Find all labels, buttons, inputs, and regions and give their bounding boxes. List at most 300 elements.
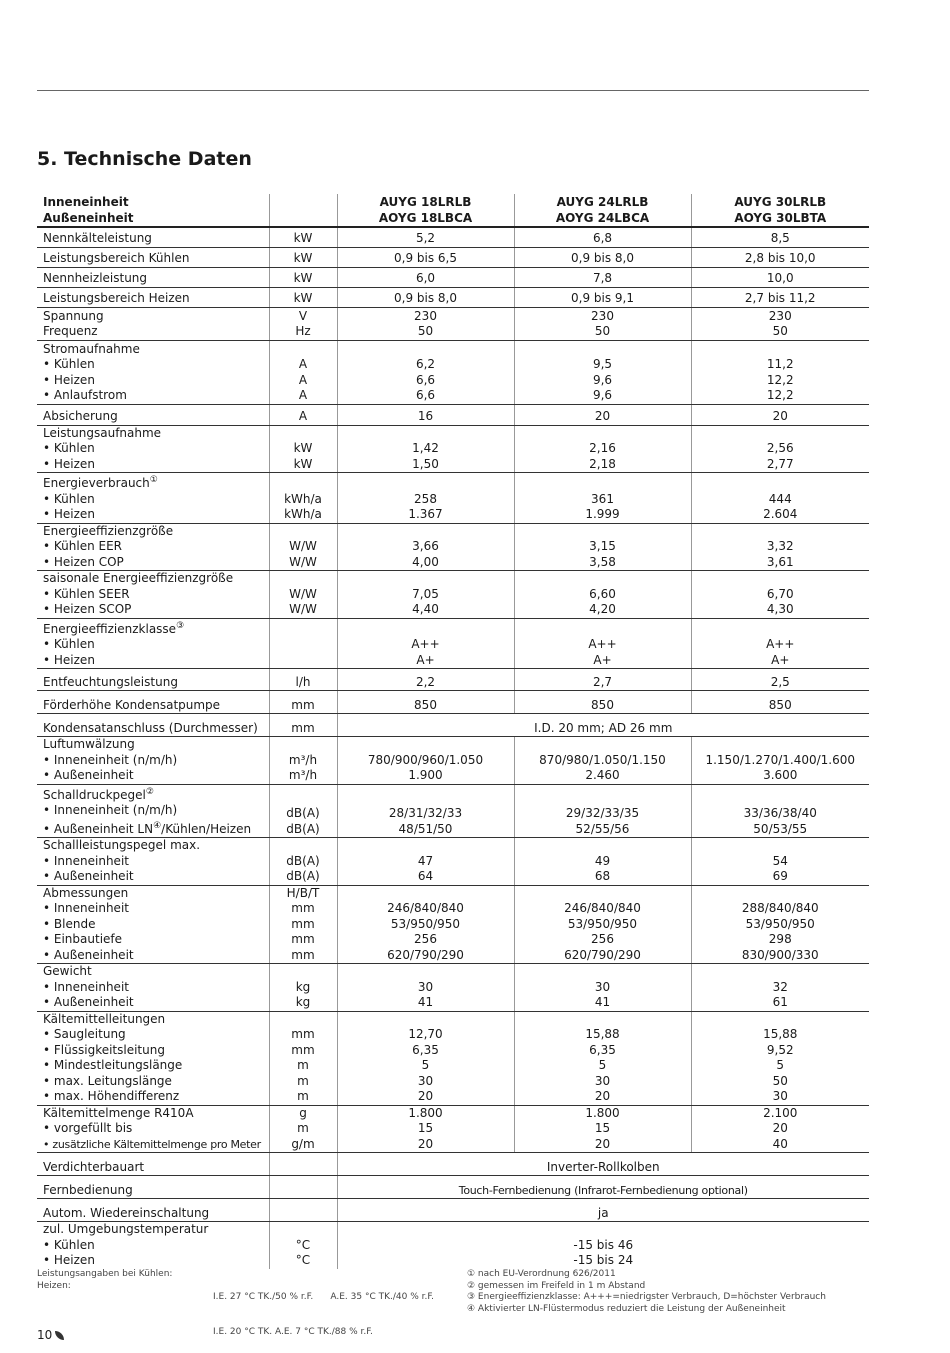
row-value-2-line: 9,6 xyxy=(592,372,613,387)
row-label-line: Frequenz xyxy=(43,324,98,338)
row-value-1 xyxy=(337,691,514,714)
row-unit-line xyxy=(270,342,337,358)
row-unit xyxy=(269,227,337,247)
row-unit xyxy=(269,1222,337,1269)
table-row xyxy=(37,691,869,714)
table-row xyxy=(37,1011,869,1105)
footnote-3: ③ Energieeffizienzklasse: A+++=niedrigster Verbrauch, D=höchster Verbrauch xyxy=(467,1292,826,1302)
row-value-3 xyxy=(691,784,869,838)
row-value-1-line: 6,6 xyxy=(415,372,436,387)
row-unit-line: mm xyxy=(291,947,315,962)
row-value-2-line xyxy=(515,342,691,358)
row-unit-line: m xyxy=(297,1089,309,1103)
row-value-2 xyxy=(514,287,691,307)
row-value-2-line: 53/950/950 xyxy=(567,916,638,931)
row-unit-line xyxy=(270,791,337,807)
row-label-line: Schallleistungspegel max. xyxy=(43,838,201,852)
row-unit xyxy=(269,1199,337,1222)
row-value-3 xyxy=(691,404,869,425)
row-unit-line: m³/h xyxy=(288,768,318,782)
row-value-3-line: 11,2 xyxy=(766,357,794,371)
row-value-1 xyxy=(337,784,514,838)
footnote-marker: ③ xyxy=(176,620,185,631)
row-value-2-line: 0,9 bis 9,1 xyxy=(571,291,634,305)
row-label-line: Entfeuchtungsleistung xyxy=(43,674,178,689)
row-value-3-line: 53/950/950 xyxy=(745,916,815,931)
row-value-3 xyxy=(691,340,869,404)
row-label-line: Spannung xyxy=(43,308,104,323)
row-value-3-line: 50 xyxy=(772,324,788,338)
row-label-line: • Kühlen xyxy=(43,637,95,651)
row-value-1-line: 6,0 xyxy=(415,271,436,285)
row-value-1-line: 6,6 xyxy=(415,388,436,402)
table-row xyxy=(37,714,869,737)
row-label xyxy=(37,404,269,425)
row-value-1 xyxy=(337,885,514,964)
row-label-line: • Inneneinheit (n/m/h) xyxy=(43,752,178,767)
row-label xyxy=(37,669,269,691)
row-label-line: Energieeffizienzgröße xyxy=(43,523,174,538)
row-label xyxy=(37,340,269,404)
row-label-line: • Kühlen xyxy=(43,441,95,455)
row-label xyxy=(37,571,269,619)
condition-label-cooling: Leistungsangaben bei Kühlen: xyxy=(37,1269,173,1279)
row-value-1 xyxy=(337,425,514,473)
row-value-2 xyxy=(514,247,691,267)
row-value-2-line: 52/55/56 xyxy=(575,821,630,836)
row-value-3 xyxy=(691,227,869,247)
row-value-3 xyxy=(691,618,869,669)
row-value-2 xyxy=(514,885,691,964)
row-unit-line xyxy=(270,737,337,753)
row-value-1-line: 230 xyxy=(414,308,437,323)
row-value-1 xyxy=(337,737,514,785)
row-value-2-line: A++ xyxy=(588,637,617,651)
row-label-line: Schalldruckpegel② xyxy=(43,786,154,802)
row-value-1 xyxy=(337,1105,514,1153)
row-label-line: • Außeneinheit xyxy=(43,869,134,883)
row-value-1-line: 0,9 bis 6,5 xyxy=(394,251,457,265)
row-unit-line: A xyxy=(298,388,308,402)
row-unit-line: kW xyxy=(293,456,313,471)
row-value-1-line: 20 xyxy=(417,1089,434,1103)
row-label-line: Kondensatanschluss (Durchmesser) xyxy=(43,720,258,735)
row-value-2-line: 5 xyxy=(598,1058,607,1072)
row-value-3 xyxy=(691,267,869,287)
row-label xyxy=(37,1153,269,1176)
table-row xyxy=(37,307,869,340)
row-label-line: • Einbautiefe xyxy=(43,932,123,946)
table-row xyxy=(37,227,869,247)
row-value-1 xyxy=(337,523,514,571)
row-label-line: • Außeneinheit xyxy=(43,995,134,1009)
row-value-3 xyxy=(691,691,869,714)
row-value-2 xyxy=(514,473,691,524)
row-unit-line: W/W xyxy=(289,539,317,553)
row-value-2-line xyxy=(515,1012,691,1028)
row-value-1-line xyxy=(338,426,514,442)
table-row xyxy=(37,425,869,473)
row-value-3-line: 230 xyxy=(768,308,792,323)
row-unit-line: dB(A) xyxy=(286,821,320,836)
row-value-1-line: 53/950/950 xyxy=(390,916,461,931)
row-value-span-line xyxy=(338,1222,870,1238)
row-value-3-line: 2.604 xyxy=(763,507,798,521)
row-unit xyxy=(269,307,337,340)
row-value-2-line: 850 xyxy=(591,697,614,712)
row-value-2-line: 29/32/33/35 xyxy=(565,806,640,820)
row-value-2-line: A+ xyxy=(593,652,612,667)
row-label-line: • Kühlen xyxy=(43,491,95,506)
row-label-line: saisonale Energieeffizienzgröße xyxy=(43,571,234,585)
row-value-3 xyxy=(691,571,869,619)
row-value-1 xyxy=(337,307,514,340)
row-label-line: • Außeneinheit xyxy=(43,768,134,782)
row-value-2-line: 68 xyxy=(594,869,611,883)
row-value-2-line: 230 xyxy=(591,308,614,323)
row-value-1-line: 258 xyxy=(414,491,437,506)
row-value-span-line: Inverter-Rollkolben xyxy=(546,1159,660,1174)
row-value-2 xyxy=(514,227,691,247)
row-value-3-line: 2,7 bis 11,2 xyxy=(744,291,816,305)
row-label xyxy=(37,691,269,714)
row-value-2 xyxy=(514,571,691,619)
table-row xyxy=(37,571,869,619)
condition-value-cooling: I.E. 27 °C TK./50 % r.F. A.E. 35 °C TK./40 % r.F. xyxy=(213,1292,434,1302)
table-row xyxy=(37,618,869,669)
table-row xyxy=(37,404,869,425)
row-label xyxy=(37,714,269,737)
row-value-1-line xyxy=(338,622,514,638)
row-value-2-line: 870/980/1.050/1.150 xyxy=(539,752,666,767)
row-unit-line: A xyxy=(298,357,308,371)
row-value-2 xyxy=(514,618,691,669)
row-label-line: • Mindestleitungslänge xyxy=(43,1058,183,1072)
row-label-line: Abmessungen xyxy=(43,885,129,900)
row-unit-line: H/B/T xyxy=(286,885,320,900)
row-value-3-line: 33/36/38/40 xyxy=(743,806,817,820)
row-unit-line xyxy=(270,1206,337,1222)
row-unit xyxy=(269,340,337,404)
top-rule xyxy=(37,90,869,91)
footnote-marker: ① xyxy=(149,475,158,485)
row-label-line: • Inneneinheit xyxy=(43,979,129,994)
row-unit-line: dB(A) xyxy=(286,869,320,883)
row-value-span xyxy=(337,1153,869,1176)
row-label-line: • Heizen COP xyxy=(43,554,124,569)
row-unit-line: m xyxy=(297,1121,309,1135)
row-value-2-line: 30 xyxy=(594,1073,611,1088)
row-value-2-line: 15 xyxy=(594,1121,611,1135)
row-value-2 xyxy=(514,523,691,571)
row-label xyxy=(37,267,269,287)
row-unit xyxy=(269,784,337,838)
row-value-3 xyxy=(691,838,869,886)
row-label-line: • Heizen SCOP xyxy=(43,602,132,616)
row-label xyxy=(37,1011,269,1105)
row-value-span xyxy=(337,714,869,737)
header-model-1-line: AOYG 18LBCA xyxy=(378,210,473,225)
row-unit-line xyxy=(270,1222,337,1238)
row-value-2-line: 3,15 xyxy=(589,539,616,553)
row-value-3-line: 32 xyxy=(772,979,788,994)
row-value-1-line: A++ xyxy=(411,637,440,651)
row-value-2-line: 246/840/840 xyxy=(564,901,641,915)
row-value-2-line: 20 xyxy=(594,1136,611,1151)
row-label-line: • Heizen xyxy=(43,456,95,471)
row-label-line: Absicherung xyxy=(43,409,118,423)
row-value-3-line: 2.100 xyxy=(763,1105,798,1120)
row-value-1-line: 6,35 xyxy=(412,1042,439,1057)
row-value-2 xyxy=(514,1011,691,1105)
row-unit-line xyxy=(270,571,337,587)
header-model-3 xyxy=(691,194,869,227)
row-value-2 xyxy=(514,307,691,340)
row-unit-line: m xyxy=(297,1073,309,1088)
table-row xyxy=(37,1222,869,1269)
row-label-line: • Saugleitung xyxy=(43,1027,126,1041)
row-unit-line: mm xyxy=(291,1042,315,1057)
row-label-line: • Kühlen xyxy=(43,1237,95,1252)
table-header-row xyxy=(37,194,869,227)
row-value-3-line: 3.600 xyxy=(763,768,798,782)
footnote-4: ④ Aktivierter LN-Flüstermodus reduziert die Leistung der Außeneinheit xyxy=(467,1303,786,1314)
header-model-2 xyxy=(514,194,691,227)
row-unit xyxy=(269,1011,337,1105)
row-value-2-line: 0,9 bis 8,0 xyxy=(571,251,634,265)
row-value-2 xyxy=(514,691,691,714)
row-value-2-line: 620/790/290 xyxy=(564,947,641,962)
table-row xyxy=(37,267,869,287)
row-value-1-line xyxy=(338,1012,514,1028)
row-unit-line: mm xyxy=(291,720,315,735)
table-row xyxy=(37,287,869,307)
row-value-2-line: 20 xyxy=(594,409,611,423)
row-unit-line: Hz xyxy=(295,324,311,338)
footnote-1: ① nach EU-Verordnung 626/2011 xyxy=(467,1269,616,1279)
row-label-line: Luftumwälzung xyxy=(43,737,135,751)
row-unit-line: g xyxy=(299,1105,307,1120)
row-value-span-line: -15 bis 24 xyxy=(573,1253,634,1267)
row-value-1-line: 16 xyxy=(417,409,434,423)
row-unit-line: kWh/a xyxy=(284,507,322,521)
row-value-1-line xyxy=(338,791,514,807)
row-value-1-line: 5 xyxy=(421,1058,430,1072)
row-unit xyxy=(269,618,337,669)
row-label-line: Nennheizleistung xyxy=(43,271,148,285)
row-unit-line: kg xyxy=(295,995,311,1009)
row-value-2 xyxy=(514,737,691,785)
row-value-2-line: 9,5 xyxy=(592,357,613,371)
row-value-1-line xyxy=(338,524,514,540)
row-label-line: Leistungsbereich Heizen xyxy=(43,291,190,305)
row-value-1-line: 1,50 xyxy=(412,456,439,471)
row-value-1 xyxy=(337,618,514,669)
row-value-1 xyxy=(337,473,514,524)
row-unit-line xyxy=(270,653,337,669)
row-value-3-line: 20 xyxy=(772,409,788,423)
table-row xyxy=(37,1199,869,1222)
table-row xyxy=(37,838,869,886)
row-value-3-line: 15,88 xyxy=(763,1027,798,1041)
row-value-3 xyxy=(691,1011,869,1105)
row-label-line: • Außeneinheit LN④/Kühlen/Heizen xyxy=(43,820,252,836)
row-value-3-line xyxy=(692,791,870,807)
row-value-span-line: I.D. 20 mm; AD 26 mm xyxy=(534,720,673,735)
row-value-3 xyxy=(691,964,869,1012)
row-value-1 xyxy=(337,669,514,691)
row-value-2 xyxy=(514,404,691,425)
row-value-2-line: 6,35 xyxy=(589,1042,616,1057)
row-unit xyxy=(269,737,337,785)
row-unit-line: W/W xyxy=(289,586,317,601)
row-unit-line: g/m xyxy=(291,1136,315,1151)
row-value-3-line: 2,8 bis 10,0 xyxy=(744,251,816,265)
row-unit xyxy=(269,1153,337,1176)
row-label xyxy=(37,307,269,340)
row-value-1-line: 4,00 xyxy=(412,554,439,569)
row-value-3-line: 12,2 xyxy=(766,388,794,402)
row-value-span xyxy=(337,1176,869,1199)
row-value-3-line: 4,30 xyxy=(766,602,794,616)
row-unit-line xyxy=(270,1183,337,1199)
row-value-2-line xyxy=(515,426,691,442)
row-value-2-line: 2,18 xyxy=(589,456,616,471)
row-unit xyxy=(269,571,337,619)
row-value-1-line: 1,42 xyxy=(412,441,439,455)
row-label xyxy=(37,1199,269,1222)
row-label-line: • Kühlen EER xyxy=(43,539,123,553)
row-unit xyxy=(269,1176,337,1199)
row-value-span xyxy=(337,1199,869,1222)
row-value-1-line: 47 xyxy=(417,853,434,868)
row-label-line: Gewicht xyxy=(43,964,92,978)
row-value-2-line: 1.999 xyxy=(585,507,620,521)
row-label xyxy=(37,1222,269,1269)
row-value-3-line xyxy=(692,964,870,980)
row-value-3-line: 69 xyxy=(772,869,788,883)
row-value-1-line: 0,9 bis 8,0 xyxy=(394,291,457,305)
row-value-1 xyxy=(337,964,514,1012)
row-unit-line xyxy=(270,1012,337,1028)
row-value-3-line xyxy=(692,1012,870,1028)
row-value-2-line: 2.460 xyxy=(585,768,620,782)
row-value-1-line: 64 xyxy=(417,869,434,883)
row-value-3 xyxy=(691,1105,869,1153)
row-label-line: • max. Leitungslänge xyxy=(43,1073,172,1088)
row-label xyxy=(37,523,269,571)
row-value-1-line: 30 xyxy=(417,1073,434,1088)
row-value-2-line: 6,8 xyxy=(592,231,613,245)
row-value-3-line: 288/840/840 xyxy=(741,901,819,915)
table-row xyxy=(37,340,869,404)
row-label-line: Energieverbrauch① xyxy=(43,475,158,490)
row-value-3 xyxy=(691,425,869,473)
row-unit xyxy=(269,669,337,691)
row-value-3-line: 61 xyxy=(772,995,788,1009)
row-label-line: • max. Höhendifferenz xyxy=(43,1089,180,1103)
row-label-line: • Kühlen xyxy=(43,357,95,371)
row-value-3-line xyxy=(692,524,870,540)
row-value-1 xyxy=(337,227,514,247)
row-label-line: Leistungsbereich Kühlen xyxy=(43,251,190,265)
row-label-line: • vorgefüllt bis xyxy=(43,1121,133,1135)
table-row xyxy=(37,964,869,1012)
row-label-line: Kältemittelleitungen xyxy=(43,1011,166,1026)
row-unit-line: m xyxy=(297,1058,309,1072)
row-unit xyxy=(269,523,337,571)
row-label xyxy=(37,618,269,669)
row-value-2-line: 2,7 xyxy=(592,674,613,689)
row-value-3-line: 6,70 xyxy=(766,586,794,601)
row-unit-line xyxy=(270,838,337,854)
row-label xyxy=(37,838,269,886)
row-value-2-line: 1.800 xyxy=(585,1105,620,1120)
row-value-1-line: 48/51/50 xyxy=(398,821,453,836)
row-value-1 xyxy=(337,340,514,404)
row-value-2-line xyxy=(515,524,691,540)
row-value-2 xyxy=(514,1105,691,1153)
row-label xyxy=(37,1176,269,1199)
row-unit-line: V xyxy=(298,308,308,323)
row-value-1-line: 1.800 xyxy=(408,1105,443,1120)
row-value-3-line xyxy=(692,737,870,753)
row-label-line: • Heizen xyxy=(43,652,95,667)
row-value-1 xyxy=(337,267,514,287)
row-value-2 xyxy=(514,964,691,1012)
row-value-1-line: 7,05 xyxy=(412,586,439,601)
row-value-3-line: 50 xyxy=(772,1073,788,1088)
row-value-3 xyxy=(691,669,869,691)
table-row xyxy=(37,1105,869,1153)
row-label-line: • Kühlen SEER xyxy=(43,586,130,601)
row-unit xyxy=(269,1105,337,1153)
row-value-span-line: ja xyxy=(597,1205,609,1220)
row-value-2-line xyxy=(515,571,691,587)
table-row xyxy=(37,247,869,267)
row-value-2 xyxy=(514,425,691,473)
row-value-3 xyxy=(691,523,869,571)
row-value-2-line: 15,88 xyxy=(585,1027,620,1041)
row-value-1-line xyxy=(338,838,514,854)
page-title: 5. Technische Daten xyxy=(37,148,252,170)
row-value-3-line xyxy=(692,886,870,902)
leaf-icon xyxy=(55,1331,64,1340)
row-unit-line: A xyxy=(298,372,308,387)
row-value-3-line: 444 xyxy=(768,491,792,506)
row-label-line: Energieeffizienzklasse③ xyxy=(43,620,185,636)
row-unit-line: mm xyxy=(291,1027,315,1041)
row-value-1-line: 4,40 xyxy=(412,602,439,616)
row-value-3-line xyxy=(692,571,870,587)
row-value-span-line: -15 bis 46 xyxy=(573,1237,634,1252)
row-value-1-line: 850 xyxy=(414,697,437,712)
row-value-2-line xyxy=(515,964,691,980)
header-label xyxy=(37,194,269,227)
row-value-1 xyxy=(337,838,514,886)
row-value-1-line xyxy=(338,476,514,492)
row-value-1-line: 780/900/960/1.050 xyxy=(367,752,484,767)
header-model-1-line: AUYG 18LRLB xyxy=(379,195,472,209)
row-value-2 xyxy=(514,340,691,404)
row-value-3-line: 830/900/330 xyxy=(741,947,819,962)
row-value-3 xyxy=(691,247,869,267)
footnote-2: ② gemessen im Freifeld in 1 m Abstand xyxy=(467,1280,646,1291)
row-label-line: • Inneneinheit xyxy=(43,901,129,915)
row-unit-line xyxy=(270,637,337,653)
row-unit xyxy=(269,404,337,425)
row-value-1-line: 620/790/290 xyxy=(387,947,464,962)
